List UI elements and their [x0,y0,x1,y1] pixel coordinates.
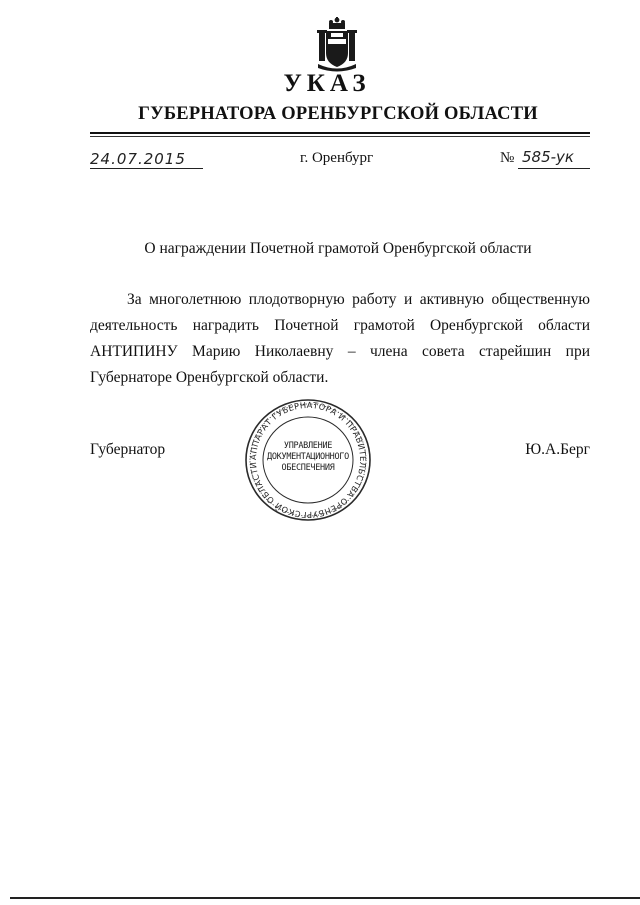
seal-center-line: ОБЕСПЕЧЕНИЯ [281,463,335,473]
orenburg-coat-of-arms-icon [316,17,358,73]
signatory-name: Ю.А.Берг [525,441,590,458]
number-sign: № [500,150,515,166]
decree-subtitle: ГУБЕРНАТОРА ОРЕНБУРГСКОЙ ОБЛАСТИ [138,104,538,124]
decree-number: 585-ук [522,148,574,166]
seal-center-text [258,441,358,474]
decree-subject: О награждении Почетной грамотой Оренбургской области [144,240,532,257]
number-underline [518,168,590,169]
seal-center-line: ДОКУМЕНТАЦИОННОГО [267,452,349,462]
decree-title: УКАЗ [283,70,371,97]
header-rule-thick [90,132,590,134]
header-rule-thin [90,136,590,137]
decree-date: 24.07.2015 [90,150,186,168]
seal-center-line: УПРАВЛЕНИЕ [283,441,333,451]
signatory-role: Губернатор [90,441,166,458]
decree-body: За многолетнюю плодотворную работу и активную общественную деятельность наградить Почетной грамотой Оренбургской области АНТИПИНУ Марию Николаевну – члена совета старейшин при Губернаторе Оренбургской области. [90,291,590,386]
seal-ring-text: АППАРАТ ГУБЕРНАТОРА И ПРАВИТЕЛЬСТВА ОРЕНБУРГСКОЙ ОБЛАСТИ [247,399,369,521]
date-underline [90,168,203,169]
page-bottom-rule [10,897,640,899]
decree-city: г. Оренбург [300,150,374,166]
